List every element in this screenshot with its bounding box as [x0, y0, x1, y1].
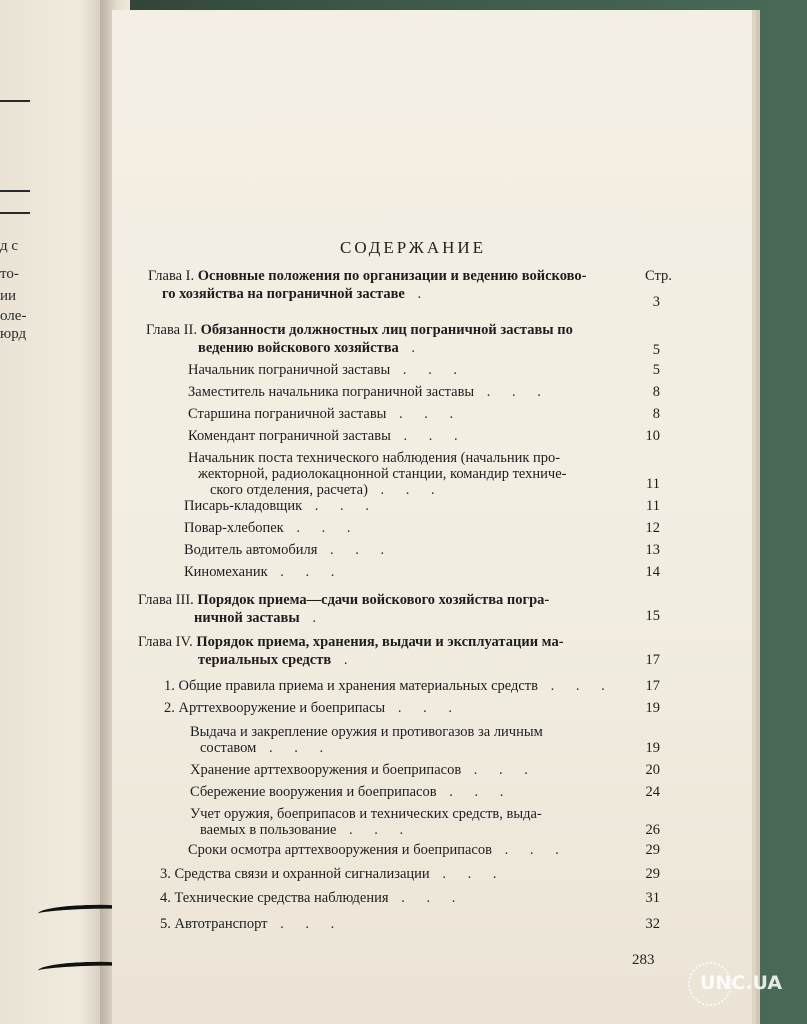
toc-entry: Начальник пограничной заставы . . .	[188, 362, 466, 378]
toc-entry: Учет оружия, боеприпасов и технических средств, выда-	[190, 806, 542, 822]
toc-page-number: 11	[646, 476, 660, 492]
chapter-label: Глава II.	[146, 322, 201, 338]
leader-dots: . . .	[267, 916, 344, 932]
toc-entry: Повар-хлебопек . . .	[184, 520, 360, 536]
toc-chapter-line	[138, 634, 564, 650]
chapter-title-cont: го хозяйства на пограничной заставе	[162, 286, 405, 302]
toc-entry-cont: составом . . .	[200, 740, 333, 756]
toc-entry: 5. Автотранспорт . . .	[160, 916, 344, 932]
leader-dots: . . .	[302, 498, 378, 514]
leader-dots: . . .	[538, 678, 614, 694]
toc-page-number: 10	[645, 428, 660, 444]
toc-page-number: 29	[645, 842, 660, 858]
leader-dots: .	[299, 610, 325, 626]
left-rule	[0, 100, 30, 102]
toc-entry: Сбережение вооружения и боеприпасов . . .	[190, 784, 513, 800]
leader-dots: . . .	[256, 740, 333, 756]
toc-entry-cont: ского отделения, расчета) . . .	[210, 482, 444, 498]
toc-chapter-line	[146, 322, 573, 338]
chapter-label: Глава I.	[148, 268, 198, 284]
toc-chapter-line	[194, 610, 325, 626]
toc-entry: Выдача и закрепление оружия и противогазов за личным	[190, 724, 543, 740]
leader-dots: . . .	[461, 762, 537, 778]
toc-page-number: 24	[645, 784, 660, 800]
toc-page-number: 15	[645, 608, 660, 624]
toc-entry: 4. Технические средства наблюдения . . .	[160, 890, 465, 906]
toc-page-number: 14	[645, 564, 660, 580]
leader-dots: . . .	[390, 428, 467, 444]
leader-dots: . . .	[429, 866, 506, 882]
leader-dots: . . .	[267, 564, 344, 580]
page-number: 283	[632, 952, 655, 968]
leader-dots: . . .	[436, 784, 513, 800]
chapter-title-cont: ведению войскового хозяйства	[198, 340, 399, 356]
left-fragment: юрд	[0, 326, 27, 342]
toc-entry: 3. Средства связи и охранной сигнализации . . .	[160, 866, 506, 882]
left-fragment: оле-	[0, 308, 27, 324]
toc-page-number: 19	[645, 700, 660, 716]
leader-dots: . . .	[386, 406, 463, 422]
toc-page-number: 32	[645, 916, 660, 932]
toc-page-number: 17	[645, 678, 660, 694]
left-rule	[0, 212, 30, 214]
watermark-logo: UNC.UA	[700, 972, 783, 994]
toc-page-number: 8	[652, 406, 660, 422]
chapter-title: Обязанности должностных лиц пограничной заставы по	[200, 322, 573, 338]
leader-dots: .	[398, 340, 425, 356]
right-page	[112, 10, 752, 1024]
left-fragment: то-	[0, 266, 19, 282]
left-fragment: ии	[0, 288, 17, 304]
toc-chapter-line	[198, 652, 356, 668]
toc-page-number: 19	[645, 740, 660, 756]
chapter-label: Глава IV.	[138, 634, 197, 650]
left-fragment: д с	[0, 238, 19, 254]
chapter-title-cont: териальных средств	[198, 652, 332, 668]
toc-entry: Киномеханик . . .	[184, 564, 344, 580]
toc-chapter-line	[162, 286, 430, 302]
toc-page-number: 8	[652, 384, 660, 400]
toc-page-number: 5	[652, 362, 660, 378]
toc-entry: Писарь-кладовщик . . .	[184, 498, 378, 514]
toc-entry: Заместитель начальника пограничной заставы . . .	[188, 384, 550, 400]
toc-entry: Хранение арттехвооружения и боеприпасов . . .	[190, 762, 537, 778]
leader-dots: .	[404, 286, 431, 302]
toc-entry-cont: ваемых в пользование . . .	[200, 822, 413, 838]
toc-title: СОДЕРЖАНИЕ	[340, 238, 487, 257]
page-column-label: Стр.	[645, 268, 672, 284]
toc-chapter-line	[198, 340, 424, 356]
toc-page-number: 5	[652, 342, 660, 358]
leader-dots: . . .	[474, 384, 550, 400]
chapter-title: Порядок приема, хранения, выдачи и эксплуатации ма-	[196, 634, 564, 650]
toc-page-number: 11	[646, 498, 660, 514]
toc-page-number: 31	[645, 890, 660, 906]
chapter-title-cont: ничной заставы	[194, 610, 300, 626]
toc-chapter-line	[138, 592, 549, 608]
leader-dots: . . .	[491, 842, 568, 858]
toc-page-number: 26	[645, 822, 660, 838]
left-rule	[0, 190, 30, 192]
toc-page-number: 29	[645, 866, 660, 882]
toc-entry: Старшина пограничной заставы . . .	[188, 406, 463, 422]
leader-dots: . . .	[336, 822, 413, 838]
chapter-title: Основные положения по организации и ведению войсково-	[197, 268, 587, 284]
leader-dots: . . .	[283, 520, 360, 536]
leader-dots: . . .	[390, 362, 466, 378]
toc-page-number: 12	[645, 520, 660, 536]
leader-dots: . . .	[317, 542, 394, 558]
toc-entry: Начальник поста технического наблюдения (начальник про-	[188, 450, 561, 466]
toc-page-number: 20	[645, 762, 660, 778]
toc-page-number: 17	[645, 652, 660, 668]
leader-dots: .	[331, 652, 357, 668]
toc-entry: Водитель автомобиля . . .	[184, 542, 394, 558]
toc-chapter-line	[148, 268, 586, 284]
chapter-label: Глава III.	[138, 592, 198, 608]
toc-page-number: 3	[652, 294, 660, 310]
left-page	[0, 0, 112, 1024]
toc-entry: Сроки осмотра арттехвооружения и боеприпасов . . .	[188, 842, 568, 858]
toc-entry: Комендант пограничной заставы . . .	[188, 428, 467, 444]
toc-entry: 1. Общие правила приема и хранения материальных средств . . .	[164, 678, 614, 694]
toc-page-number: 13	[645, 542, 660, 558]
chapter-title: Порядок приема—сдачи войскового хозяйства погра-	[197, 592, 550, 608]
leader-dots: . . .	[388, 890, 465, 906]
leader-dots: . . .	[367, 482, 444, 498]
leader-dots: . . .	[385, 700, 461, 716]
toc-entry-cont: жекторной, радиолокацнонной станции, командир техниче-	[198, 466, 567, 482]
toc-entry: 2. Арттехвооружение и боеприпасы . . .	[164, 700, 461, 716]
